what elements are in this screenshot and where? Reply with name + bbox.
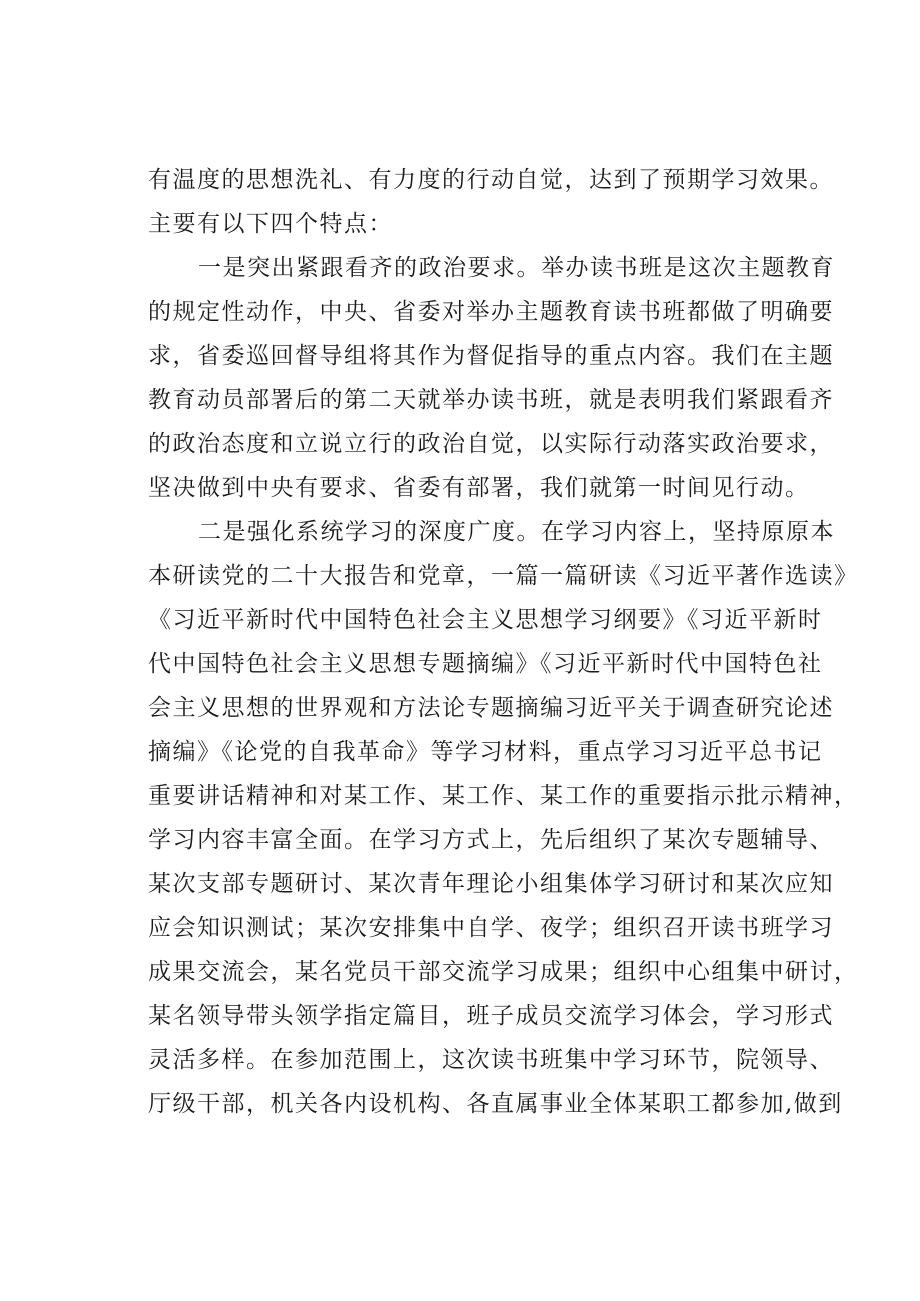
text-line: 某次支部专题研讨、某次青年理论小组集体学习研讨和某次应知	[148, 871, 834, 897]
text-line: 应会知识测试；某次安排集中自学、夜学；组织召开读书班学习	[148, 915, 834, 941]
text-line: 本研读党的二十大报告和党章，一篇一篇研读《习近平著作选读》	[148, 563, 859, 589]
text-line: 教育动员部署后的第二天就举办读书班，就是表明我们紧跟看齐	[148, 387, 834, 413]
text-line: 主要有以下四个特点：	[148, 211, 393, 237]
text-line: 重要讲话精神和对某工作、某工作、某工作的重要指示批示精神，	[148, 783, 859, 809]
text-line: 的规定性动作，中央、省委对举办主题教育读书班都做了明确要	[148, 299, 834, 325]
text-line: 灵活多样。在参加范围上，这次读书班集中学习环节，院领导、	[148, 1047, 834, 1073]
text-line: 摘编》《论党的自我革命》等学习材料，重点学习习近平总书记	[148, 739, 823, 765]
text-line: 某名领导带头领学指定篇目，班子成员交流学习体会，学习形式	[148, 1003, 834, 1029]
text-line: 坚决做到中央有要求、省委有部署，我们就第一时间见行动。	[148, 475, 810, 501]
text-line: 厅级干部，机关各内设机构、各直属事业全体某职工都参加,做到	[148, 1091, 843, 1117]
text-line: 有温度的思想洗礼、有力度的行动自觉，达到了预期学习效果。	[148, 167, 834, 193]
document-body	[148, 158, 859, 1126]
text-line: 学习内容丰富全面。在学习方式上，先后组织了某次专题辅导、	[148, 827, 834, 853]
text-line: 会主义思想的世界观和方法论专题摘编习近平关于调查研究论述	[148, 695, 834, 721]
paragraph-start-line: 二是强化系统学习的深度广度。在学习内容上，坚持原原本	[198, 519, 835, 545]
text-line: 《习近平新时代中国特色社会主义思想学习纲要》《习近平新时	[148, 607, 823, 633]
text-line: 代中国特色社会主义思想专题摘编》《习近平新时代中国特色社	[148, 651, 823, 677]
text-line: 求，省委巡回督导组将其作为督促指导的重点内容。我们在主题	[148, 343, 834, 369]
paragraph-start-line: 一是突出紧跟看齐的政治要求。举办读书班是这次主题教育	[198, 255, 835, 281]
text-line: 成果交流会，某名党员干部交流学习成果；组织中心组集中研讨，	[148, 959, 859, 985]
text-line: 的政治态度和立说立行的政治自觉，以实际行动落实政治要求，	[148, 431, 834, 457]
